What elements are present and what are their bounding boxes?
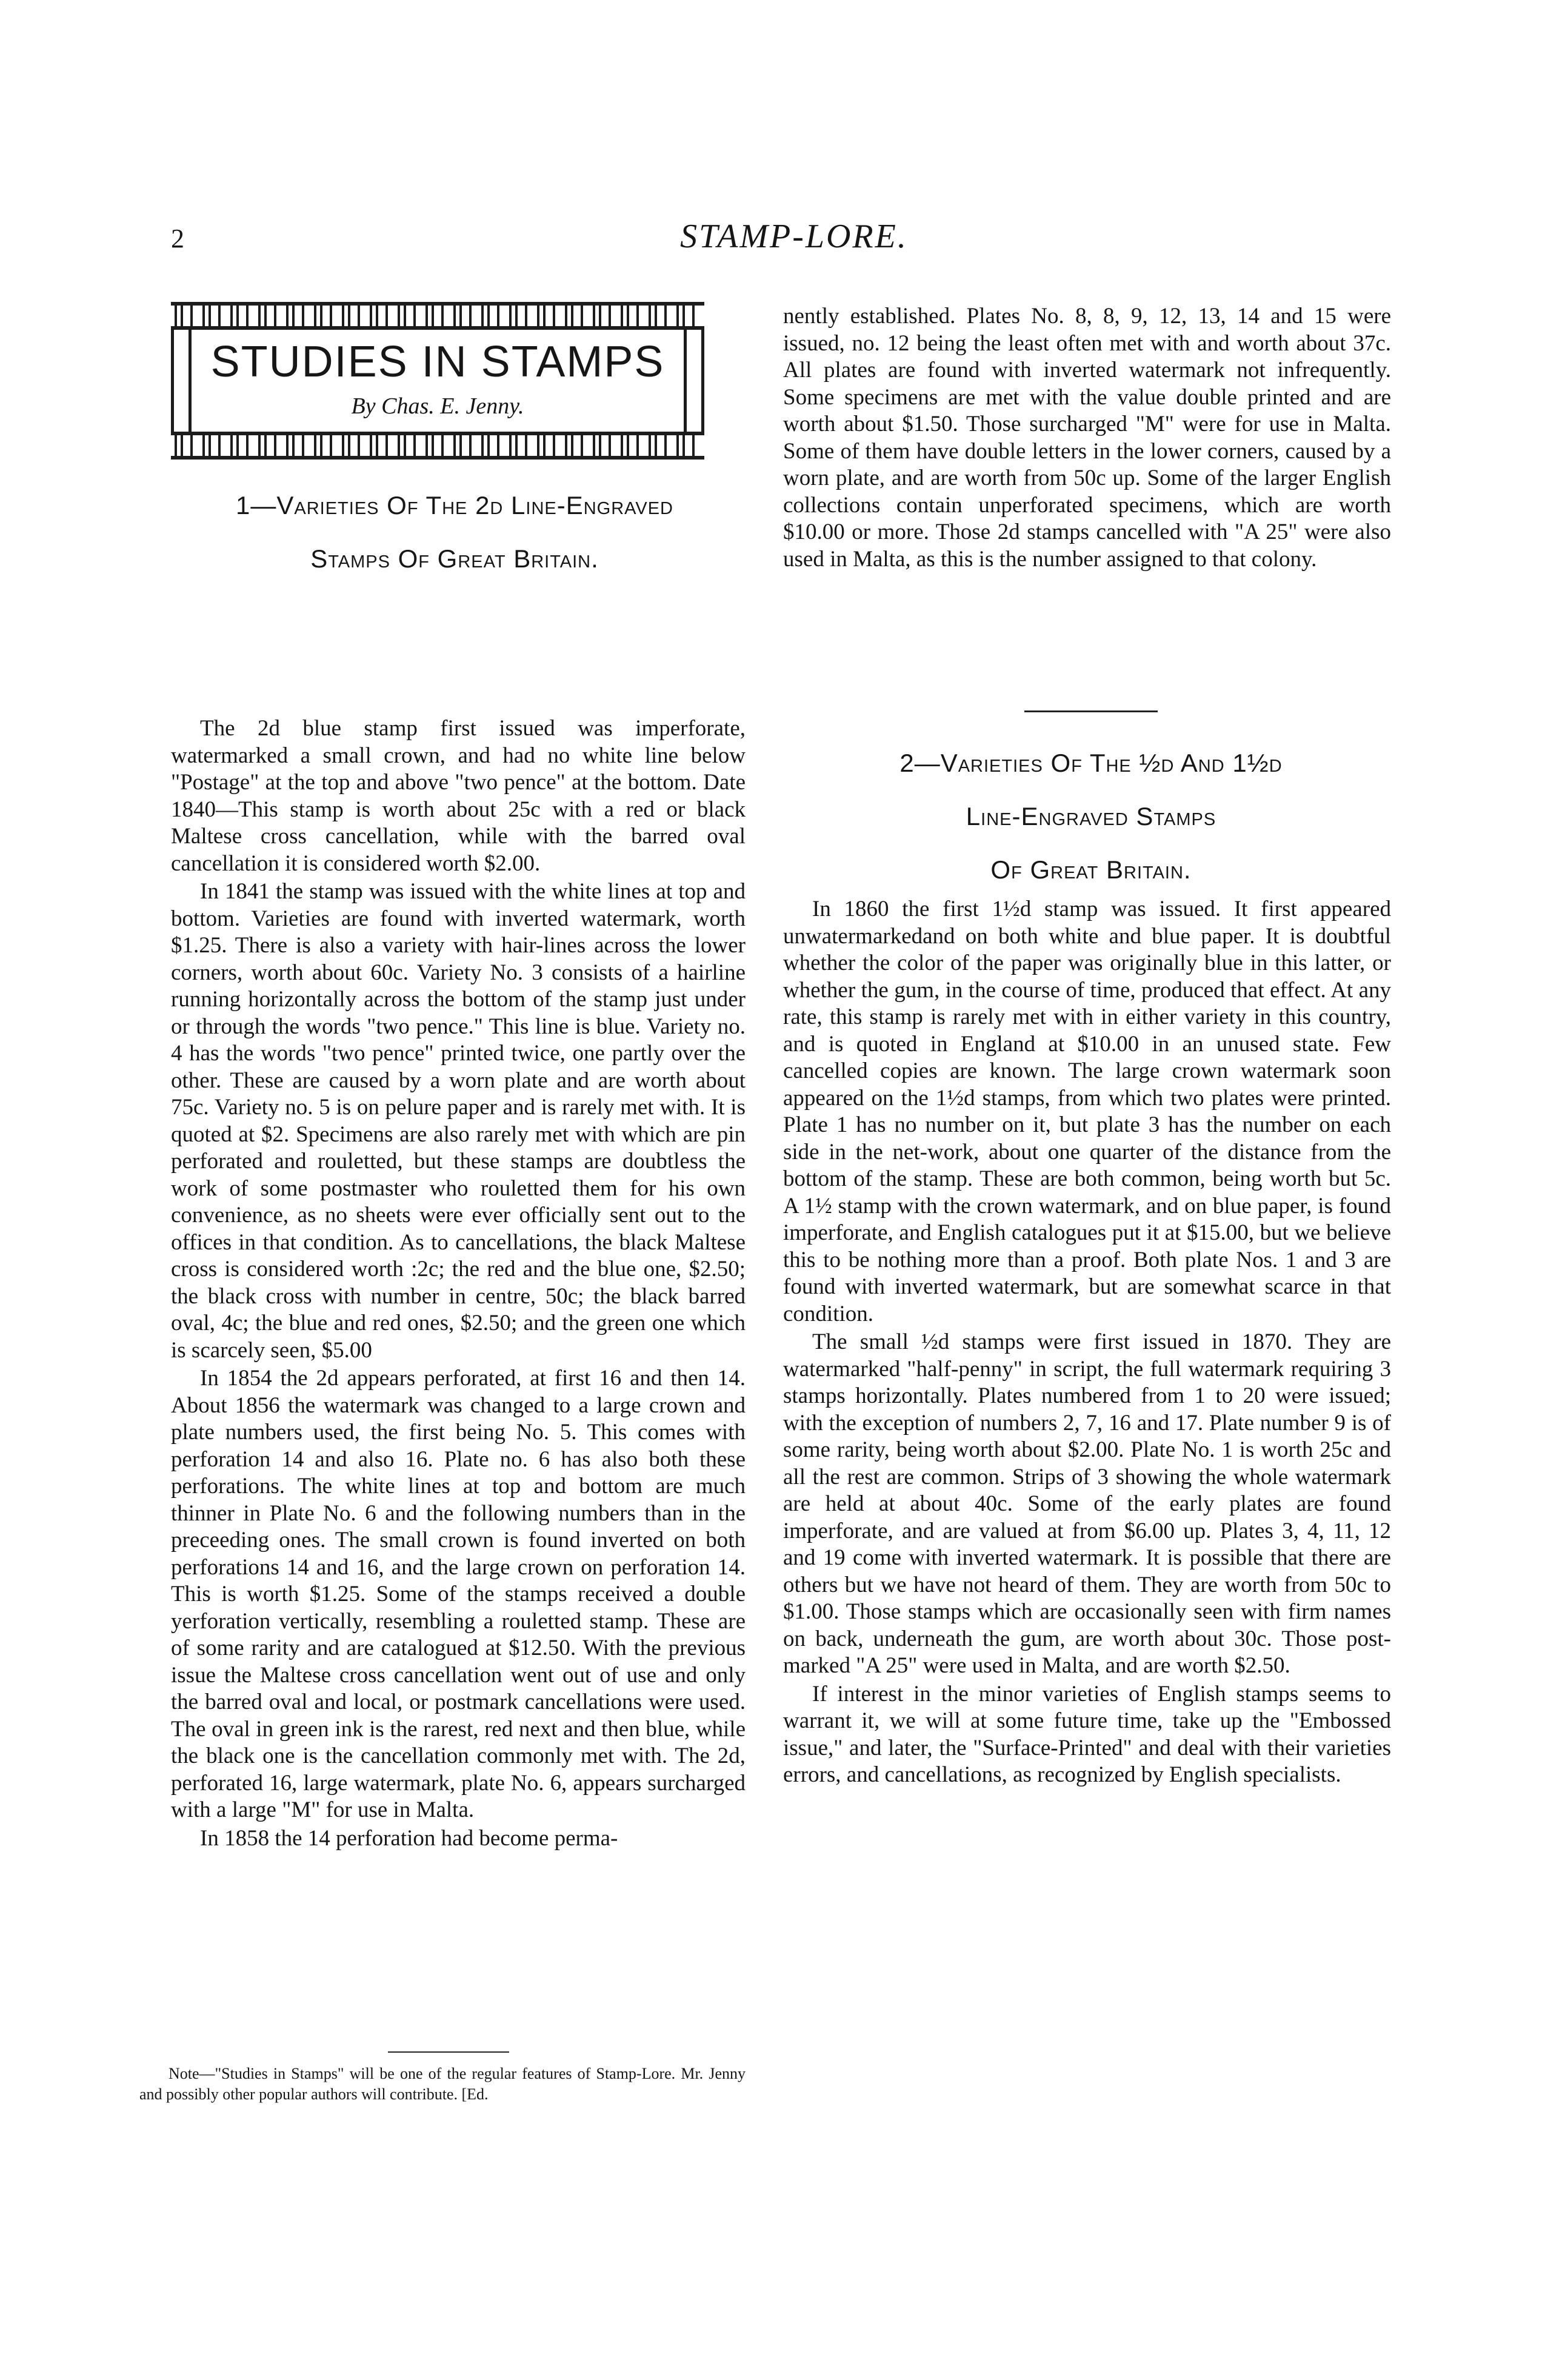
paragraph: The small ½d stamps were first issued in 1870. They are watermarked "half-penny" in script, the full watermark requiring 3 stamps horizontally. Plates numbered from 1 to 20 were issued; with the exception of numbers 2, 7, 16 and 17. Plate number 9 is of some rarity, being worth about $2.00. Plate No. 1 is worth 25c and all the rest are common. Strips of 3 showing the whole watermark are held at about 40c. Some of the early plates are found imperforate, and are valued at from $6.00 up. Plates 3, 4, 11, 12 and 19 come with inverted watermark. It is possible that there are others but we have not heard of them. They are worth from 50c to $1.00. Those stamps which are occasionally seen with firm names on back, underneath the gum, are worth about 30c. Those post-marked "A 25" were used in Malta, and are worth $2.50.	[783, 1329, 1391, 1678]
paragraph: In 1860 the first 1½d stamp was issued. It first appeared unwatermarkedand on both white and blue paper. It is doubtful whether the color of the paper was originally blue in this latter, or whether the gum, in the course of time, produced that effect. At any rate, this stamp is rarely met with in either variety in this country, and is quoted in England at $10.00 in an unused state. Few cancelled copies are known. The large crown watermark soon appeared on the 1½d stamps, from which two plates were printed. Plate 1 has no number on it, but plate 3 has the number on each side in the net-work, about one quarter of the distance from the bottom of the stamp. These are both common, being worth but 5c. A 1½ stamp with the crown watermark, and on blue paper, is found imperforate, and English catalogues put it at $15.00, but we believe this to be nothing more than a proof. Both plate Nos. 1 and 3 are found with inverted watermark, but are somewhat scarce in that condition.	[783, 897, 1391, 1326]
section-2-heading-line: Of Great Britain.	[990, 855, 1192, 884]
column-title: STUDIES IN STAMPS	[210, 338, 665, 386]
ornament-border-bottom	[171, 432, 704, 460]
paragraph: In 1858 the 14 perforation had become perma-	[200, 1825, 618, 1851]
section-1-heading-line: Stamps Of Great Britain.	[310, 544, 599, 573]
paragraph: If interest in the minor varieties of English stamps seems to warrant it, we will at some future time, take up the "Embossed issue," and later, the "Surface-Printed" and deal with their varieties errors, and cancellations, as recognized by English specialists.	[783, 1681, 1391, 1787]
ornament-border-top	[171, 302, 704, 330]
section-2-heading	[788, 737, 1394, 897]
section-1-heading	[164, 479, 746, 586]
left-column	[171, 715, 746, 1852]
title-box	[171, 302, 704, 460]
byline: By Chas. E. Jenny.	[351, 393, 524, 419]
section-2-heading-line: Line-Engraved Stamps	[966, 802, 1216, 831]
section-2-heading-line: 2—Varieties Of The ½d And 1½d	[899, 749, 1283, 777]
editor-footnote: Note—"Studies in Stamps" will be one of the regular features of Stamp-Lore. Mr. Jenny and possibly other popular authors will contribute. [Ed.	[139, 2065, 746, 2103]
right-column	[783, 303, 1391, 573]
section-divider	[1024, 710, 1158, 712]
section-1-heading-line: 1—Varieties Of The 2d Line-Engraved	[235, 491, 674, 520]
running-title: STAMP-LORE.	[680, 218, 908, 255]
paragraph: In 1841 the stamp was issued with the white lines at top and bottom. Varieties are found with inverted watermark, worth $1.25. There is also a variety with hair-lines across the lower corners, worth about 60c. Variety No. 3 consists of a hairline running horizontally across the bottom of the stamp just under or through the words "two pence." This line is blue. Variety no. 4 has the words "two pence" printed twice, one partly over the other. These are caused by a worn plate and are worth about 75c. Variety no. 5 is on pelure paper and is rarely met with. It is quoted at $2. Specimens are also rarely met with which are pin perforated and rouletted, but these stamps are doubtless the work of some postmaster who rouletted them for his own convenience, as no sheets were ever officially sent out to the offices in that condition. As to cancellations, the black Maltese cross is considered worth :2c; the red and the blue one, $2.50; the black cross with number in centre, 50c; the black barred oval, 4c; the blue and red ones, $2.50; and the green one which is scarcely seen, $5.00	[171, 879, 746, 1363]
paragraph: The 2d blue stamp first issued was imperforate, watermarked a small crown, and had no white line below "Postage" at the top and above "two pence" at the bottom. Date 1840—This stamp is worth about 25c with a red or black Maltese cross cancellation, while with the barred oval cancellation it is considered worth $2.00.	[171, 716, 746, 876]
page-number: 2	[171, 224, 184, 253]
paragraph: In 1854 the 2d appears perforated, at first 16 and then 14. About 1856 the watermark was changed to a large crown and plate numbers used, the first being No. 5. This comes with perforation 14 and also 16. Plate no. 6 has also both these perforations. The white lines at top and bottom are much thinner in Plate No. 6 and the following numbers than in the preceeding ones. The small crown is found inverted on both perforations 14 and 16, and the large crown on perforation 14. This is worth $1.25. Some of the stamps received a double yerforation vertically, resembling a rouletted stamp. These are of some rarity and are catalogued at $12.50. With the previous issue the Maltese cross cancellation went out of use and only the barred oval and local, or postmark cancellations were used. The oval in green ink is the rarest, red next and then blue, while the black one is the cancellation commonly met with. The 2d, perforated 16, large watermark, plate No. 6, appears surcharged with a large "M" for use in Malta.	[171, 1366, 746, 1822]
footnote-divider	[388, 2051, 509, 2053]
paragraph-continued: nently established. Plates No. 8, 8, 9, 12, 13, 14 and 15 were issued, no. 12 being the least often met with and worth about 37c. All plates are found with inverted watermark not infrequently. Some specimens are met with the value double printed and are worth about $1.50. Those surcharged "M" were for use in Malta. Some of them have double letters in the lower corners, caused by a worn plate, and are worth from 50c up. Some of the larger English collections contain unperforated specimens, which are worth $10.00 or more. Those 2d stamps cancelled with "A 25" were also used in Malta, as this is the number assigned to that colony.	[783, 304, 1391, 572]
right-column-section-2	[783, 896, 1391, 1789]
